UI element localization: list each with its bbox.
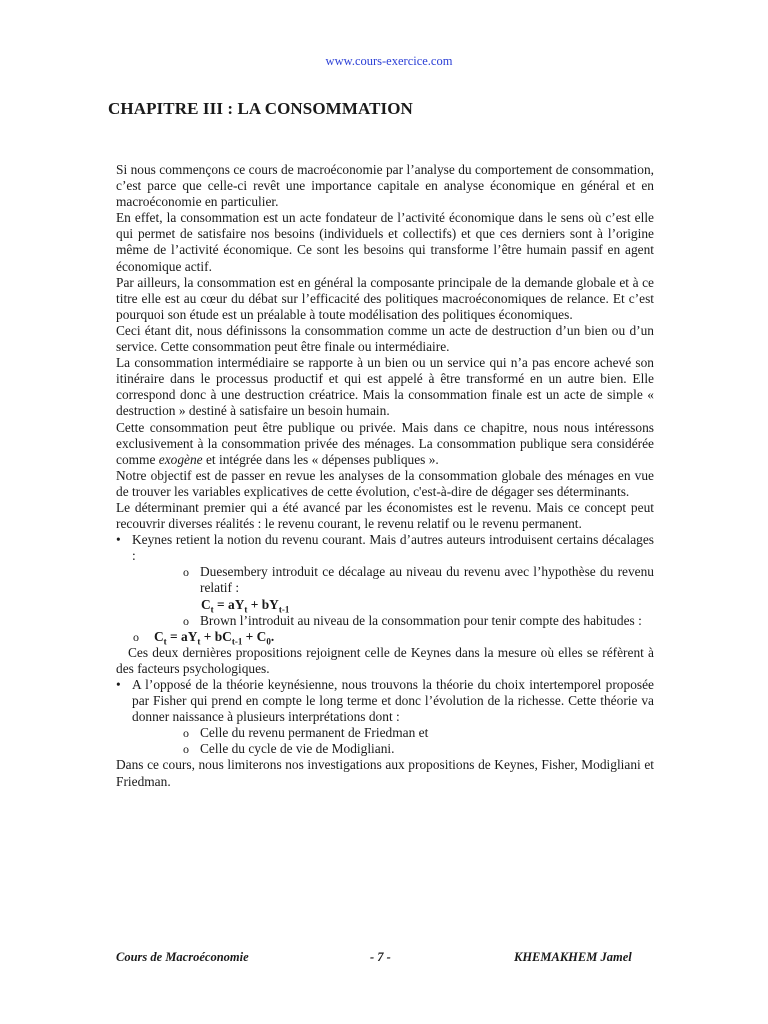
paragraph: Par ailleurs, la consommation est en général la composante principale de la demande globale et à ce titre elle est au cœur du débat sur l’efficacité des politiques macroéconomiques de relance. Et c’est pourquoi son étude est un préalable à toute modélisation des politiques économiques.	[116, 274, 654, 322]
circle-bullet-icon: o	[183, 726, 189, 741]
paragraph: Notre objectif est de passer en revue les analyses de la consommation globale des ménages en vue de trouver les variables explicatives de cette évolution, c'est-à-dire de dégager ses déterminants.	[116, 467, 654, 499]
footer-page-number: - 7 -	[370, 950, 391, 964]
footer-course: Cours de Macroéconomie	[116, 950, 249, 964]
circle-bullet-icon: o	[133, 629, 139, 644]
bullet-text: A l’opposé de la théorie keynésienne, nous trouvons la théorie du choix intertemporel proposée par Fisher qui prend en compte le long terme et donc l’évolution de la richesse. Cette théorie va donner naissance à plusieurs interprétations dont :	[132, 677, 654, 725]
emphasis-exogene: exogène	[158, 451, 203, 467]
sub-item-brown-formula	[116, 629, 654, 645]
circle-bullet-icon: o	[183, 613, 189, 628]
paragraph	[116, 420, 654, 468]
bullet-icon: •	[116, 677, 121, 692]
bullet-item-fisher	[116, 677, 654, 725]
formula-relative-income	[116, 597, 654, 613]
sub-item-duesembery	[116, 564, 654, 596]
formula-sub: t	[210, 604, 214, 615]
bullet-icon: •	[116, 532, 121, 548]
site-url-link[interactable]: www.cours-exercice.com	[325, 54, 453, 68]
sub-item-modigliani	[116, 741, 654, 757]
sub-item-text: Duesembery introduit ce décalage au niveau du revenu avec l’hypothèse du revenu relatif :	[200, 564, 654, 596]
formula-sub: t-1	[278, 604, 290, 615]
formula-sub: t	[244, 604, 248, 615]
circle-bullet-icon: o	[183, 742, 189, 757]
formula-sub: t	[163, 636, 167, 647]
formula-part: C	[201, 596, 211, 612]
bullet-item-keynes	[116, 532, 654, 564]
formula-habits	[140, 628, 275, 647]
sub-item-friedman	[116, 725, 654, 741]
formula-part: + bC	[200, 628, 232, 644]
formula-sub: t-1	[231, 636, 243, 647]
sub-item-text: Celle du cycle de vie de Modigliani.	[200, 741, 395, 757]
formula-sub: t	[197, 636, 201, 647]
document-body	[116, 162, 654, 790]
formula-part: + C	[242, 628, 267, 644]
sub-item-text: Celle du revenu permanent de Friedman et	[200, 725, 429, 741]
formula-part: C	[154, 628, 164, 644]
paragraph: En effet, la consommation est un acte fondateur de l’activité économique dans le sens où c’est elle qui permet de satisfaire nos besoins (individuels et collectifs) et que ces derniers sont à l’origine même de l’activité économique. Ce sont les besoins qui transforme l’être humain passif en agent économique actif.	[116, 210, 654, 274]
formula-part: + bY	[247, 596, 279, 612]
paragraph: Le déterminant premier qui a été avancé par les économistes est le revenu. Mais ce concept peut recouvrir diverses réalités : le revenu courant, le revenu relatif ou le revenu permanent.	[116, 499, 654, 532]
bullet-text: Keynes retient la notion du revenu courant. Mais d’autres auteurs introduisent certains décalages :	[132, 532, 654, 564]
sub-item-text: Brown l’introduit au niveau de la consommation pour tenir compte des habitudes :	[200, 612, 642, 628]
sub-item-brown	[116, 613, 654, 629]
paragraph: Si nous commençons ce cours de macroéconomie par l’analyse du comportement de consommation, c’est parce que celle-ci revêt une importance capitale en analyse économique en général et en macroéconomie en particulier.	[116, 162, 654, 210]
paragraph: La consommation intermédiaire se rapporte à un bien ou un service qui n’a pas encore achevé son itinéraire dans le processus productif et qui est appelé à être transformé en un autre bien. Elle correspond donc à une destruction créatrice. Mais la consommation finale est un acte de simple « destruction » destiné à satisfaire un besoin humain.	[116, 355, 654, 419]
paragraph: Ces deux dernières propositions rejoignent celle de Keynes dans la mesure où elles se réfèrent à des facteurs psychologiques.	[116, 644, 654, 676]
paragraph: Dans ce cours, nous limiterons nos investigations aux propositions de Keynes, Fisher, Modigliani et Friedman.	[116, 757, 654, 789]
formula-part: = aY	[166, 628, 198, 644]
text-span: et intégrée dans les « dépenses publiques ».	[202, 451, 439, 467]
formula-sub: 0	[266, 636, 271, 647]
paragraph: Ceci étant dit, nous définissons la consommation comme un acte de destruction d’un bien ou d’un service. Cette consommation peut être finale ou intermédiaire.	[116, 322, 654, 355]
formula-part: .	[270, 628, 275, 644]
circle-bullet-icon: o	[183, 565, 189, 580]
text-span: Cette consommation peut être publique ou privée. Mais dans ce chapitre, nous nous intéressons exclusivement à la consommation privée des ménages. La consommation publique sera considérée comme	[116, 419, 654, 467]
formula-part: = aY	[213, 596, 245, 612]
footer-author: KHEMAKHEM Jamel	[514, 950, 632, 964]
chapter-title: CHAPITRE III : LA CONSOMMATION	[108, 99, 413, 118]
